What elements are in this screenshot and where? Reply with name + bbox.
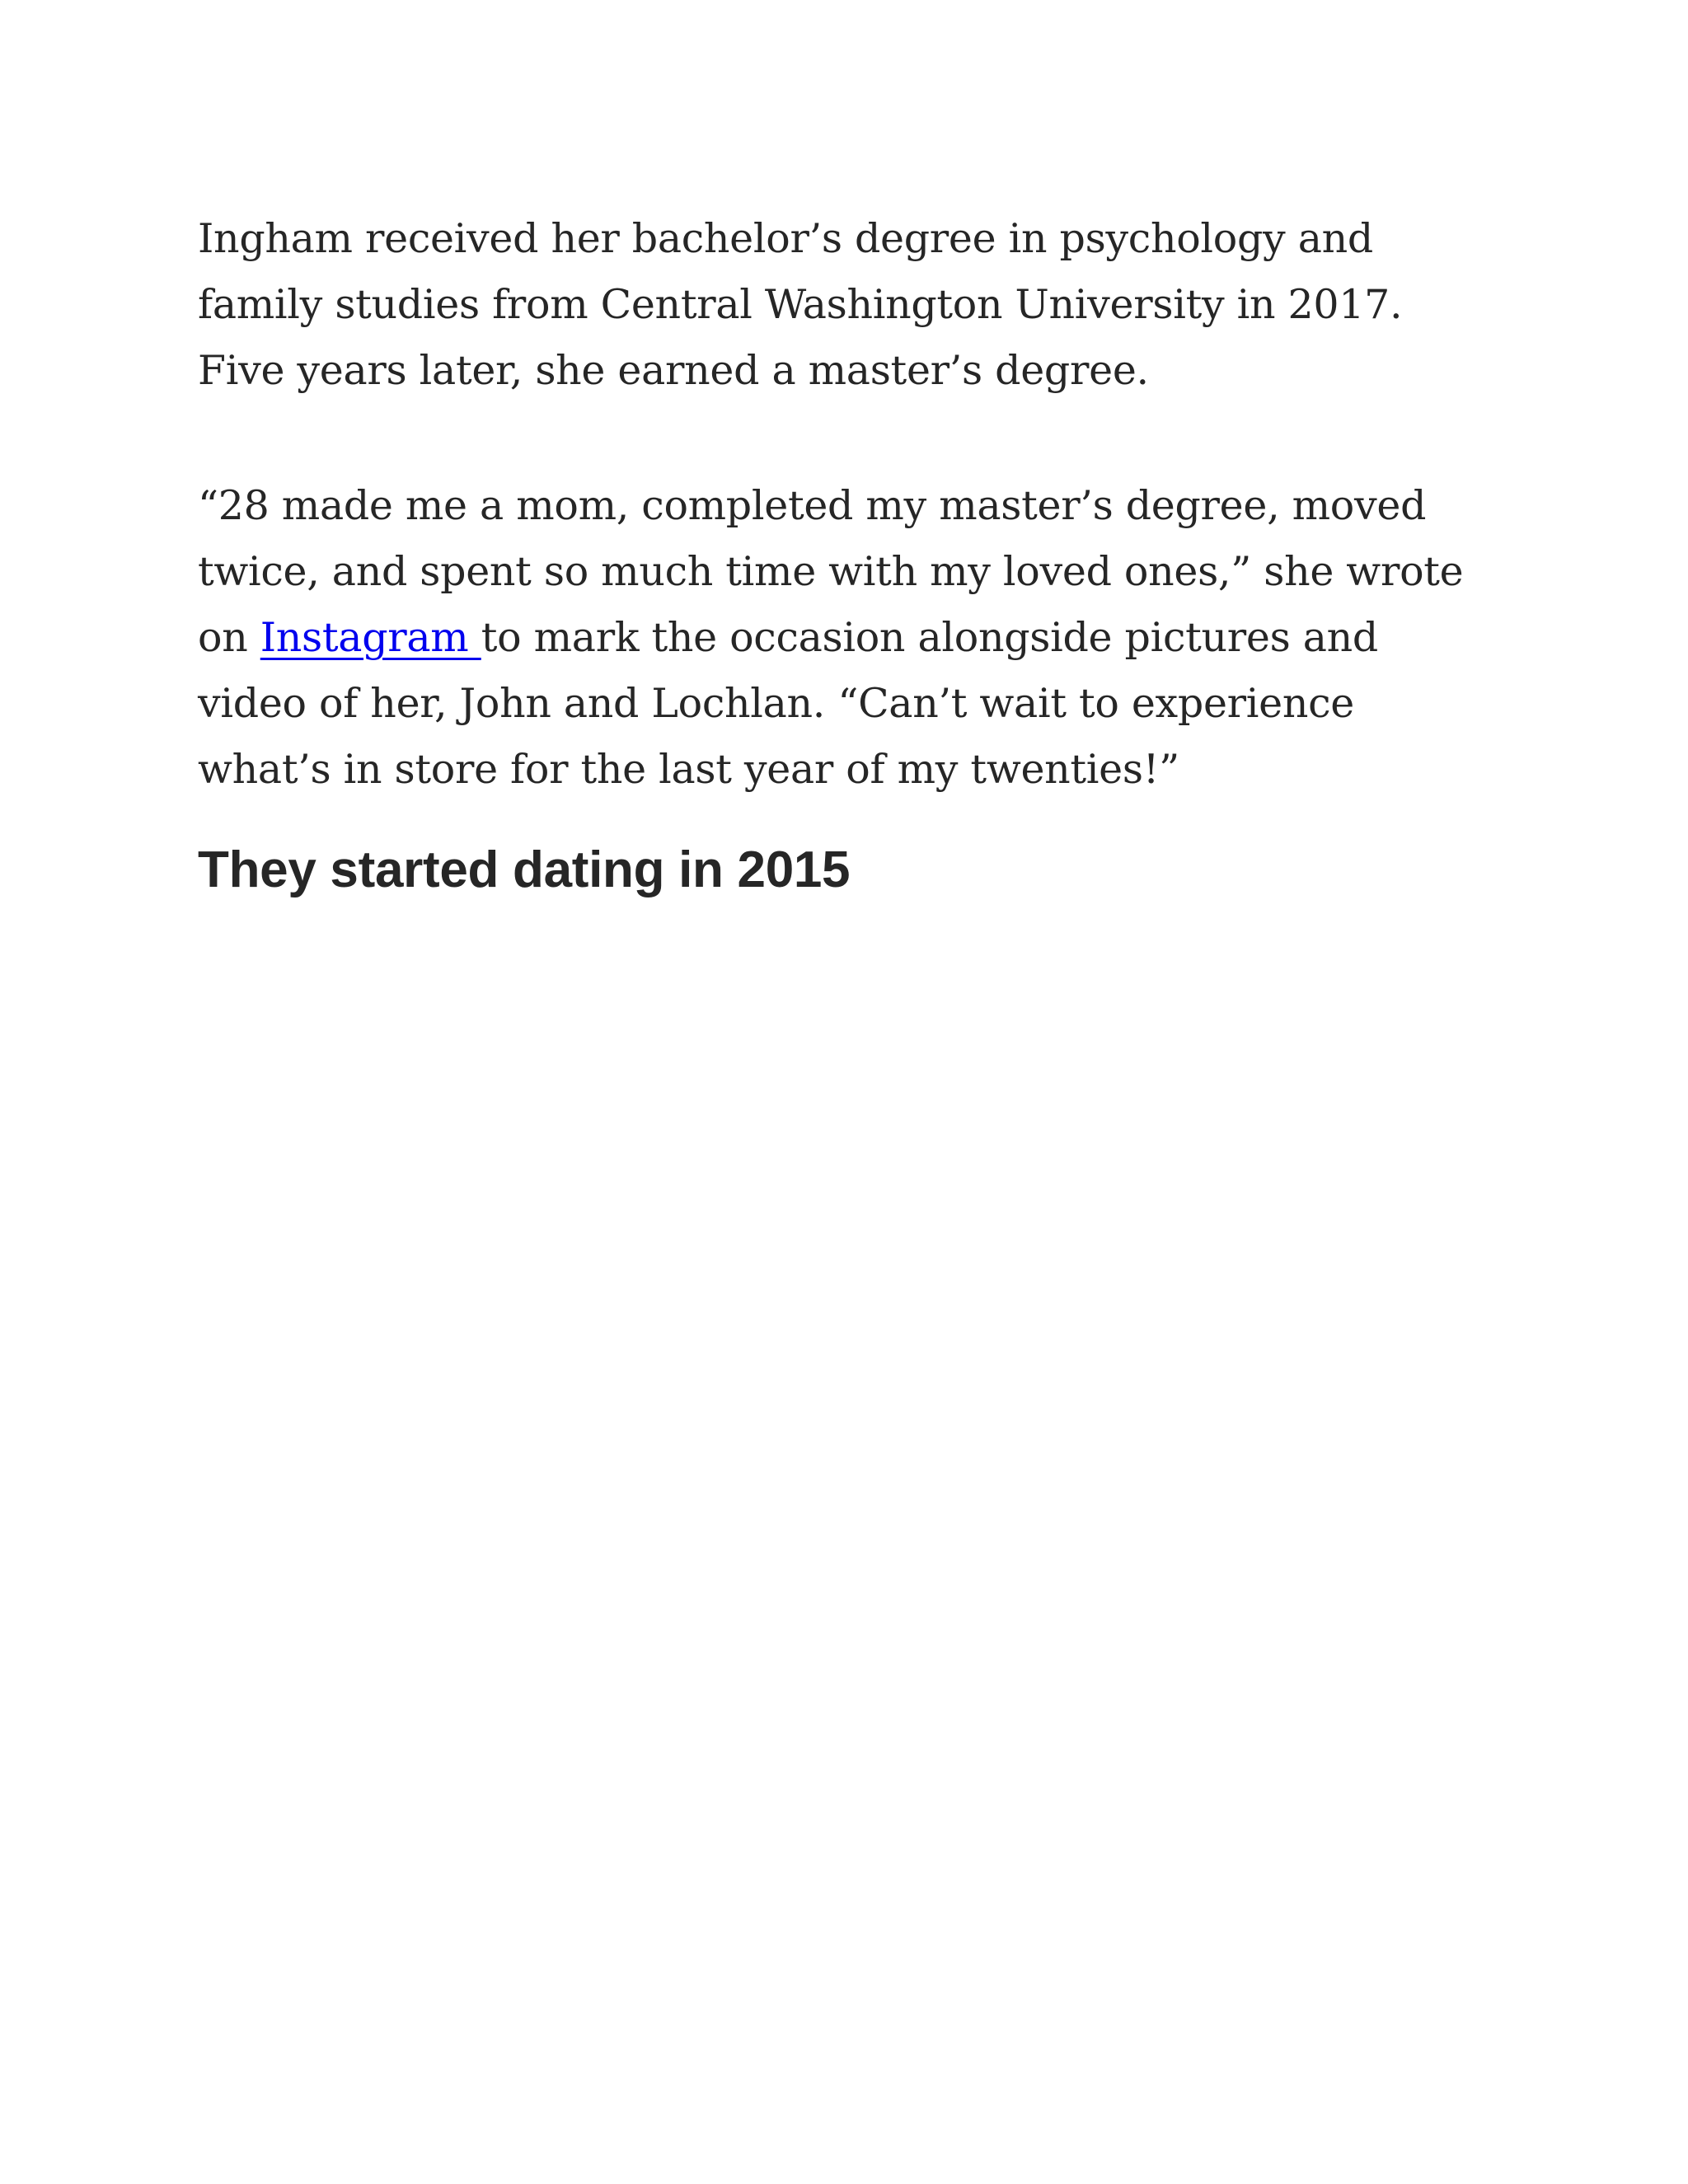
instagram-link[interactable]: Instagram [260,614,481,661]
article-body [198,206,1492,903]
paragraph-education: Ingham received her bachelor’s degree in psychology and family studies from Central Washington University in 2017. Five years later, she earned a master’s degree. [198,215,1403,394]
section-heading: They started dating in 2015 [198,841,851,898]
paragraph-birthday-quote [198,473,1492,803]
quote-text-before-link: “28 made me a mom, completed my master’s degree, moved twice, and spent so much time with my loved ones,” she wrote on [198,482,1464,661]
quote-text-after-link: to mark the occasion alongside pictures and video of her, John and Lochlan. “Can’t wait to experience what’s in store for the last year of my twenties!” [198,614,1378,793]
